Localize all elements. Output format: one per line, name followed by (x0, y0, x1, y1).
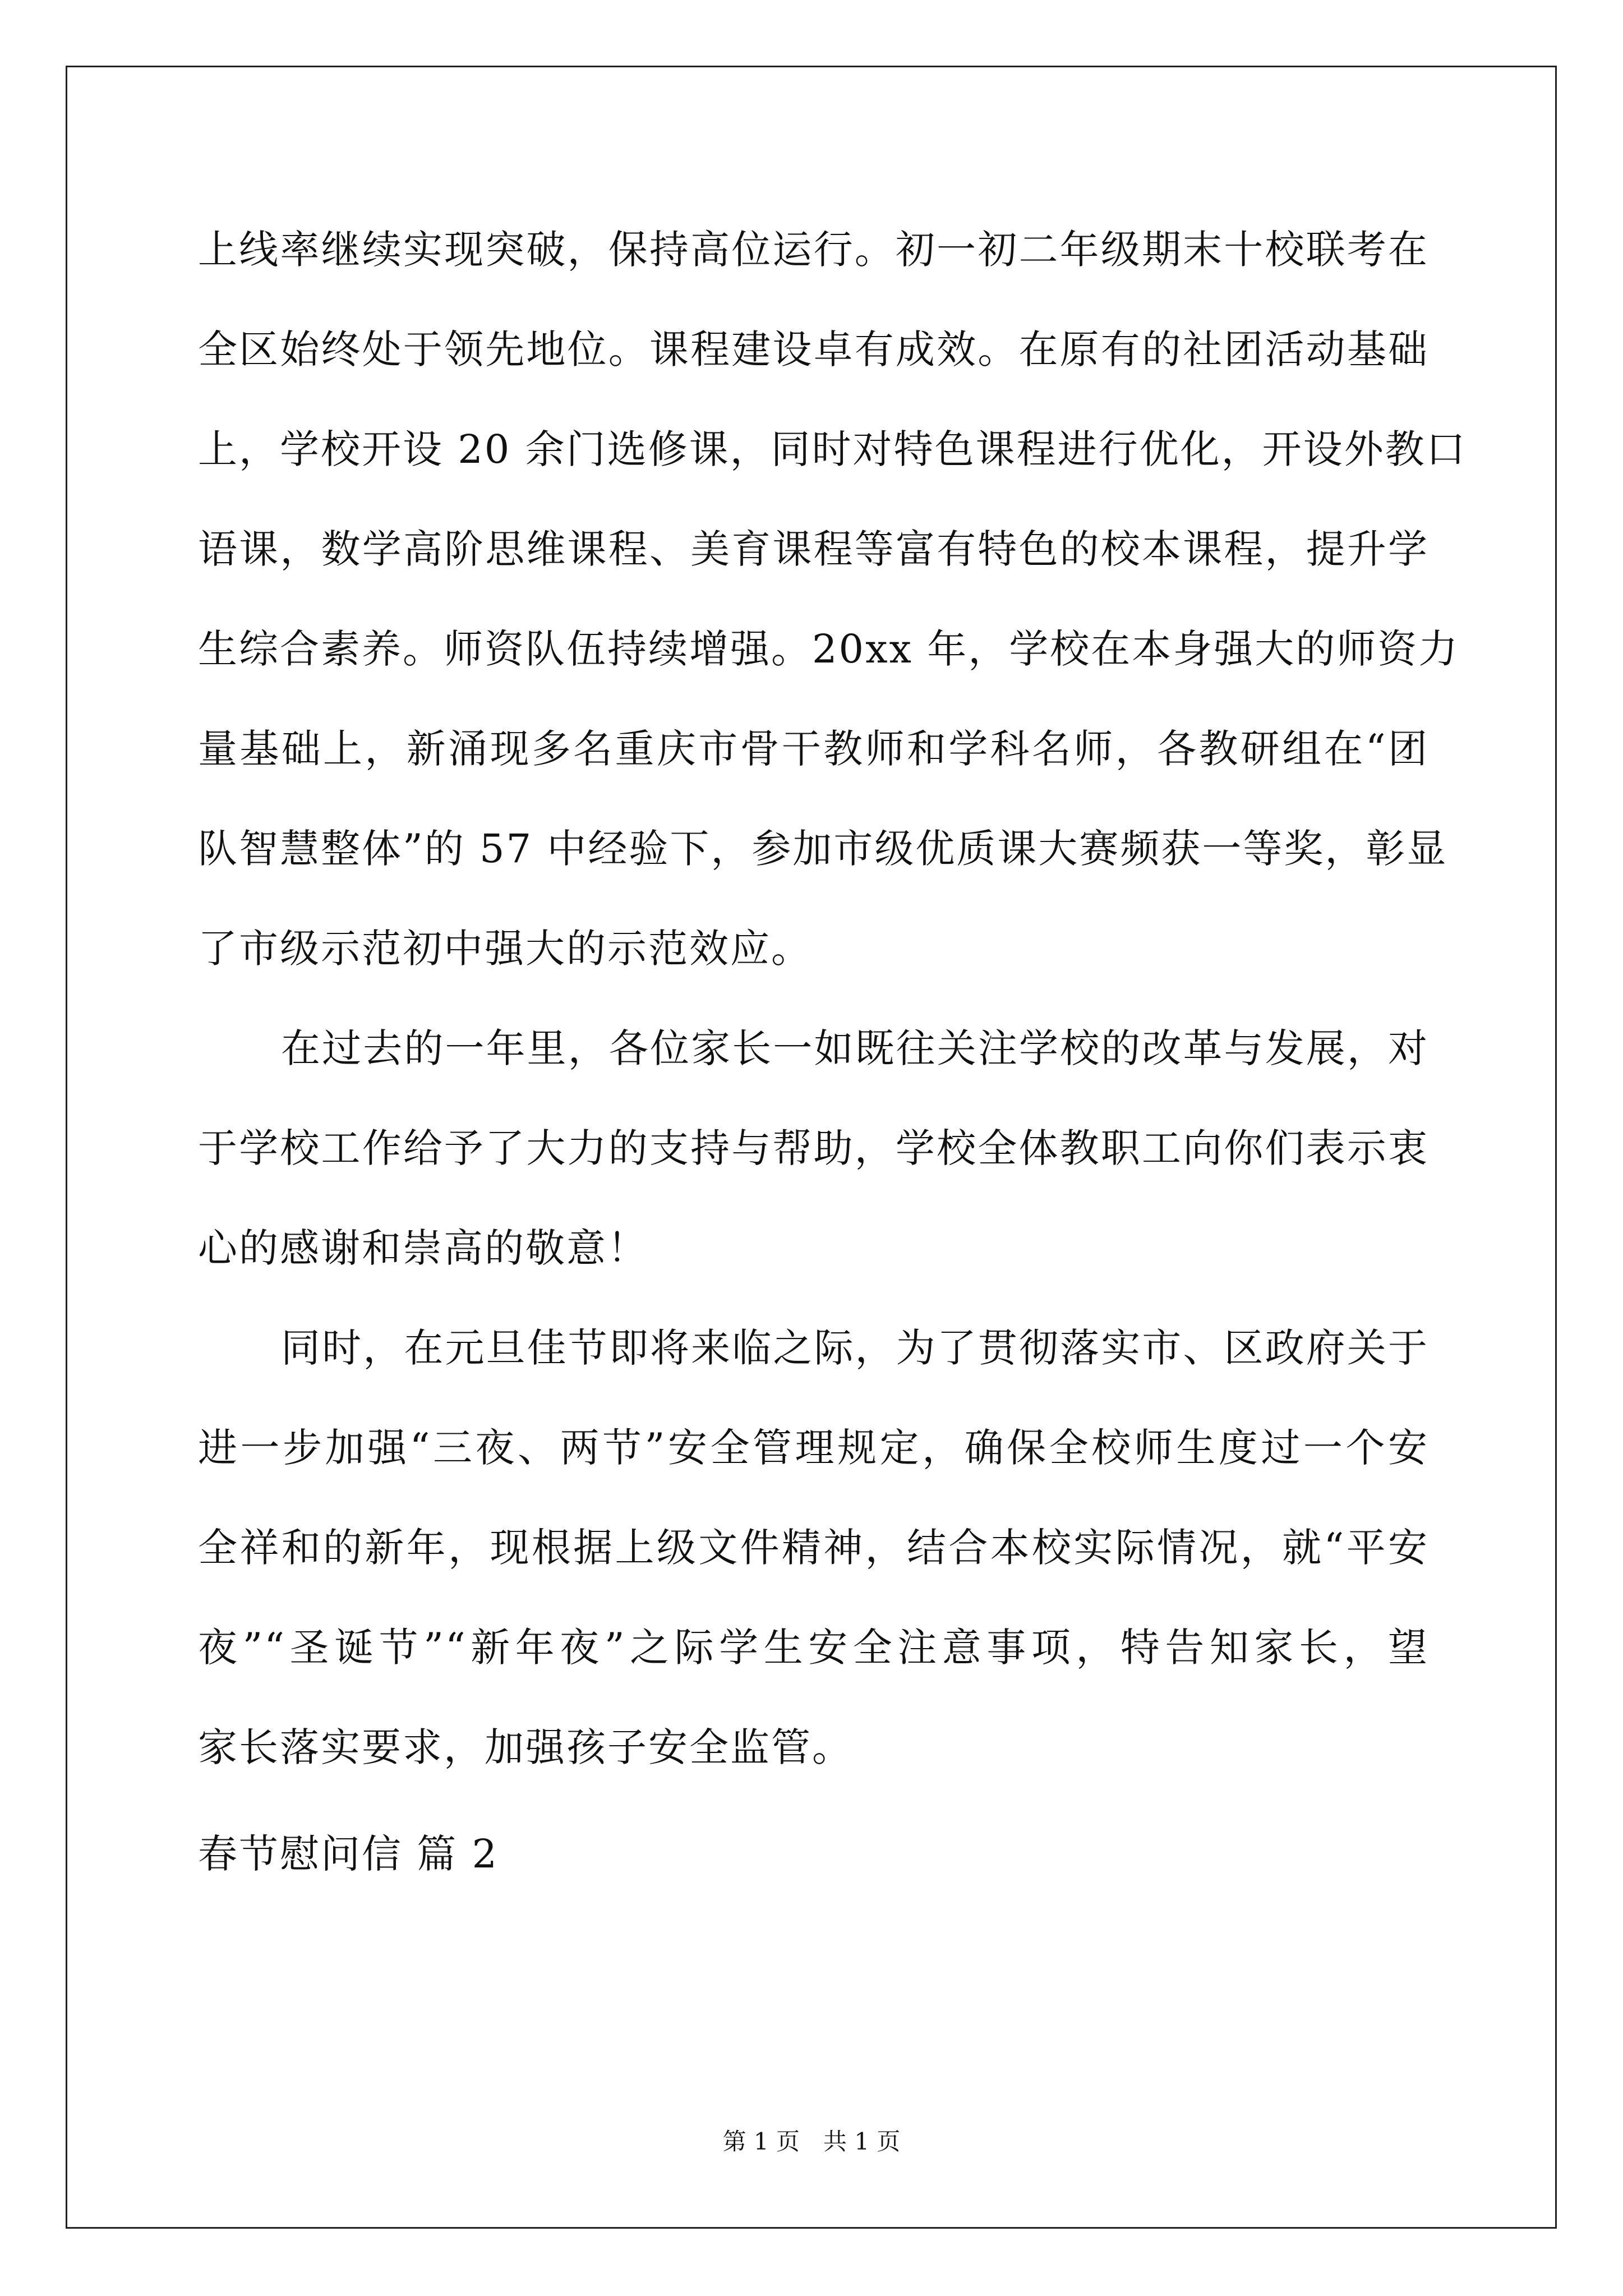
paragraph-line: 生综合素养。师资队伍持续增强。20xx 年，学校在本身强大的师资力 (198, 626, 1460, 672)
page-number-footer: 第 1 页 共 1 页 (722, 2128, 901, 2155)
paragraph-line: 量基础上，新涌现多名重庆市骨干教师和学科名师，各教研组在“团 (198, 726, 1429, 772)
paragraph-line: 了市级示范初中强大的示范效应。 (198, 926, 812, 972)
paragraph-line: 全区始终处于领先地位。课程建设卓有成效。在原有的社团活动基础 (198, 326, 1429, 372)
paragraph-line: 队智慧整体”的 57 中经验下，参加市级优质课大赛频获一等奖，彰显 (198, 826, 1448, 872)
section-heading: 春节慰问信 篇 2 (198, 1831, 499, 1877)
paragraph-line: 进一步加强“三夜、两节”安全管理规定，确保全校师生度过一个安 (198, 1425, 1429, 1471)
paragraph-line: 全祥和的新年，现根据上级文件精神，结合本校实际情况，就“平安 (198, 1525, 1429, 1571)
paragraph-line: 夜”“圣诞节”“新年夜”之际学生安全注意事项，特告知家长，望 (198, 1625, 1429, 1671)
paragraph-line: 于学校工作给予了大力的支持与帮助，学校全体教职工向你们表示衷 (198, 1125, 1429, 1171)
paragraph-line: 语课，数学高阶思维课程、美育课程等富有特色的校本课程，提升学 (198, 526, 1429, 572)
paragraph-line: 家长落实要求，加强孩子安全监管。 (198, 1724, 853, 1770)
paragraph-line: 上线率继续实现突破，保持高位运行。初一初二年级期末十校联考在 (198, 227, 1429, 273)
document-body (198, 213, 1467, 1917)
paragraph-line: 同时，在元旦佳节即将来临之际，为了贯彻落实市、区政府关于 (281, 1325, 1429, 1371)
paragraph-line: 在过去的一年里，各位家长一如既往关注学校的改革与发展，对 (281, 1025, 1429, 1071)
paragraph-line: 上，学校开设 20 余门选修课，同时对特色课程进行优化，开设外教口 (198, 426, 1467, 472)
paragraph-3 (198, 1312, 1429, 1811)
paragraph-1 (198, 213, 1467, 1012)
paragraph-2 (198, 1012, 1429, 1312)
paragraph-line: 心的感谢和崇高的敬意！ (198, 1225, 648, 1271)
